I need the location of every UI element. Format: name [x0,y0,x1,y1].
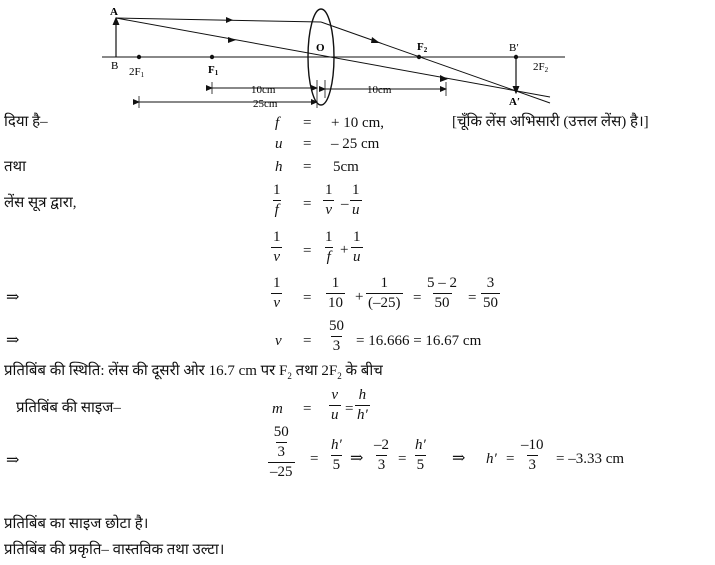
h-value: 5cm [333,159,359,175]
svg-text:2F2: 2F2 [533,61,549,74]
fraction-1-over-f-2: $\frac{1}{f}$ [325,229,333,265]
image-size-label: प्रतिबिंब की साइज– [16,400,121,416]
label-A-prime: A′ [509,96,521,108]
hprime-result: = –3.33 cm [556,451,625,467]
label-F2: F [417,41,424,53]
step3-plus: + [355,289,364,305]
implies-arrow-5: ⇒ [452,450,466,467]
step3-equals-2: = [413,290,422,306]
svg-text:F1: F1 [208,64,219,77]
step6-equals-1: = [310,451,319,467]
fraction-v-over-u: $\frac{v}{u}$ [331,387,339,423]
ray-direction-arrow [228,37,236,43]
ray-direction-arrow [440,75,448,82]
m-equals-2: = [345,401,354,417]
ray-direction-arrow [371,37,380,43]
f-equals: = [303,115,312,131]
svg-text:F2: F2 [417,41,428,54]
formula-minus: – [341,196,349,212]
h-equals: = [303,159,312,175]
label-B-prime: B′ [509,42,519,54]
label-B: B [111,60,119,72]
h-symbol: h [275,159,283,175]
f-symbol: f [275,115,280,131]
step6-equals-2: = [398,451,407,467]
fraction-hprime-over-5-2: $\frac{h'}{5}$ [415,437,426,473]
step3-equals-3: = [468,290,477,306]
dim-label-25cm: 25cm [253,98,278,110]
dim-label-10cm-right: 10cm [367,84,392,96]
v-symbol: v [275,333,282,349]
label-F1: F [208,64,215,76]
lens-formula-label: लेंस सूत्र द्वारा, [4,195,77,211]
formula-equals-2: = [303,243,312,259]
u-symbol: u [275,136,283,152]
implies-arrow-3: ⇒ [6,452,20,469]
label-2F1: 2F [129,66,141,78]
label-2F2: 2F [533,61,545,73]
implies-arrow-2: ⇒ [6,332,20,349]
fraction-1-over-f: $\frac{1}{f}$ [273,182,281,218]
implies-arrow-4: ⇒ [350,450,364,467]
implies-arrow-1: ⇒ [6,289,20,306]
fraction-hprime-over-5: $\frac{h'}{5}$ [331,437,342,473]
given-label: दिया है– [4,114,48,130]
fraction-50-over-3: $\frac{50}{3}$ [329,318,344,354]
step6-equals-3: = [506,451,515,467]
hprime-symbol: h′ [486,451,497,467]
m-symbol: m [272,401,283,417]
label-A: A [110,6,118,18]
fraction-3-over-50: $\frac{3}{50}$ [483,275,498,311]
image-position-line: प्रतिबिंब की स्थिति: लेंस की दूसरी ओर 16.7 cm पर $F_2$ तथा $2F_2$ के बीच [4,363,383,381]
fraction-1-over-10: $\frac{1}{10}$ [328,275,343,311]
step3-equals: = [303,290,312,306]
v-result: = 16.666 = 16.67 cm [356,333,482,349]
also-label: तथा [4,159,27,175]
dim-label-10cm-left: 10cm [251,84,276,96]
fraction-1-over-neg25: $\frac{1}{(-25)}$ [368,275,401,311]
formula-plus: + [340,242,349,258]
fraction-1-over-u-2: $\frac{1}{u}$ [353,229,361,265]
f-value: + 10 cm, [331,115,385,131]
fraction-5minus2-over-50: $\frac{5 - 2}{50}$ [427,275,457,311]
fraction-1-over-v-2: $\frac{1}{v}$ [273,229,281,265]
label-O: O [316,42,325,54]
u-value: – 25 cm [331,136,380,152]
fraction-h-over-hprime: $\frac{h}{h'}$ [357,387,368,423]
fraction-1-over-u: $\frac{1}{u}$ [352,182,360,218]
point-2F1 [137,55,141,59]
conclusion-nature: प्रतिबिंब की प्रकृति– वास्तविक तथा उल्टा। [4,542,225,558]
conclusion-size: प्रतिबिंब का साइज छोटा है। [4,516,149,532]
convex-lens-note: [चूँकि लेंस अभिसारी (उत्तल लेंस) है।] [452,114,649,130]
fraction-neg10-over-3: $\frac{-10}{3}$ [521,437,544,473]
m-equals: = [303,401,312,417]
point-F1 [210,55,214,59]
fraction-1-over-v: $\frac{1}{v}$ [325,182,333,218]
fraction-neg2-over-3: $\frac{-2}{3}$ [374,437,389,473]
fraction-1-over-v-3: $\frac{1}{v}$ [273,275,281,311]
point-F2 [417,55,421,59]
ray-parallel [116,18,321,22]
u-equals: = [303,136,312,152]
formula-equals: = [303,196,312,212]
step4-equals: = [303,333,312,349]
ray-direction-arrow [226,17,233,23]
point-2F2 [514,55,518,59]
ray-diagram [0,0,715,112]
svg-text:2F1: 2F1 [129,66,145,79]
compound-fraction-50-3-over-neg25: 50 3 –25 [270,424,293,480]
